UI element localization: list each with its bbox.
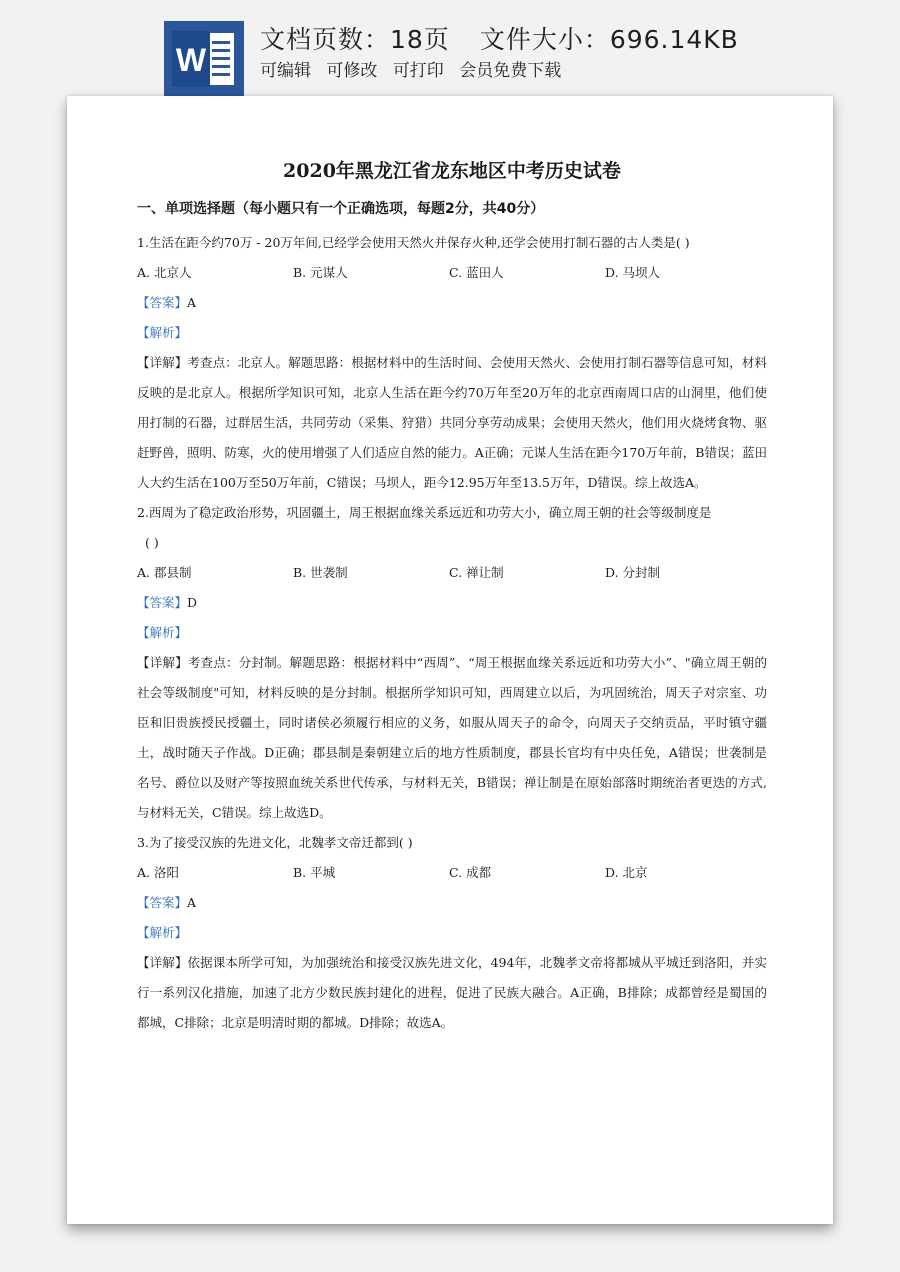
option-b: B. 元谋人 bbox=[293, 265, 348, 280]
analysis-line bbox=[137, 318, 767, 348]
feature-list bbox=[260, 56, 571, 81]
option-a: A. 郡县制 bbox=[137, 565, 192, 580]
question-1 bbox=[137, 228, 767, 498]
detail-text: 考查点：北京人。解题思路：根据材料中的生活时间、会使用天然火、会使用打制石器等信息可知，材料反映的是北京人。根据所学知识可知，北京人生活在距今约70万年至20万年的北京西南周口店的山洞里，他们使用打制的石器，过群居生活，共同劳动（采集、狩猎）共同分享劳动成果；会使用天然火，他们用火烧烤食物、驱赶野兽，照明、防寒，火的使用增强了人们适应自然的能力。A正确；元谋人生活在距今170万年前，B错误；蓝田人大约生活在100万至50万年前，C错误；马坝人，距今12.95万年至13.5万年，D错误。综上故选A。 bbox=[137, 355, 767, 490]
option-a: A. 北京人 bbox=[137, 265, 192, 280]
answer-label: 【答案】 bbox=[137, 295, 188, 310]
feature-member-download[interactable]: 会员免费下载 bbox=[459, 61, 562, 81]
option-d: D. 北京 bbox=[605, 865, 648, 880]
detail-label: 【详解】 bbox=[137, 955, 188, 970]
document-content bbox=[137, 156, 767, 1038]
analysis-line bbox=[137, 918, 767, 948]
option-c: C. 禅让制 bbox=[449, 565, 504, 580]
document-page bbox=[67, 96, 833, 1224]
question-2 bbox=[137, 498, 767, 828]
feature-printable: 可打印 bbox=[392, 61, 444, 81]
word-doc-icon bbox=[164, 21, 244, 97]
question-stem: 3.为了接受汉族的先进文化，北魏孝文帝迁都到( ) bbox=[137, 835, 413, 850]
analysis-label: 【解析】 bbox=[137, 625, 188, 640]
document-title: 2020年黑龙江省龙东地区中考历史试卷 bbox=[283, 160, 621, 182]
analysis-line bbox=[137, 618, 767, 648]
detail-text: 考查点：分封制。解题思路：根据材料中“西周”、“周王根据血缘关系远近和功劳大小”、"确立周王朝的社会等级制度"可知，材料反映的是分封制。根据所学知识可知，西周建立以后，为巩固统治，周天子对宗室、功臣和旧贵族授民授疆土，同时诸侯必须履行相应的义务，如服从周天子的命令，向周天子交纳贡品，平时镇守疆土，战时随天子作战。D正确；郡县制是秦朝建立后的地方性质制度，郡县长官均有中央任免，A错误；世袭制是名号、爵位以及财产等按照血统关系世代传承，与材料无关，B错误；禅让制是在原始部落时期统治者更迭的方式,与材料无关，C错误。综上故选D。 bbox=[137, 655, 767, 820]
page-count: 文档页数：18页 bbox=[260, 25, 450, 54]
section-heading: 一、单项选择题（每小题只有一个正确选项，每题2分，共40分） bbox=[137, 201, 545, 217]
question-stem: 1.生活在距今约70万 - 20万年间,已经学会使用天然火并保存火种,还学会使用打制石器的古人类是( ) bbox=[137, 235, 690, 250]
question-options bbox=[137, 858, 767, 888]
question-stem: 2.西周为了稳定政治形势，巩固疆土，周王根据血缘关系远近和功劳大小，确立周王朝的社会等级制度是 bbox=[137, 505, 712, 520]
detail-text: 依据课本所学可知，为加强统治和接受汉族先进文化，494年，北魏孝文帝将都城从平城迁到洛阳，并实行一系列汉化措施，加速了北方少数民族封建化的进程，促进了民族大融合。A正确，B排除；成都曾经是蜀国的都城，C排除；北京是明清时期的都城。D排除；故选A。 bbox=[137, 955, 767, 1030]
svg-text:W: W bbox=[175, 42, 207, 78]
option-c: C. 成都 bbox=[449, 865, 492, 880]
question-options bbox=[137, 558, 767, 588]
option-d: D. 分封制 bbox=[605, 565, 661, 580]
feature-editable: 可编辑 bbox=[260, 61, 311, 81]
download-banner bbox=[0, 0, 900, 96]
detail-paragraph bbox=[137, 348, 767, 498]
option-b: B. 平城 bbox=[293, 865, 336, 880]
answer-label: 【答案】 bbox=[137, 595, 188, 610]
detail-paragraph bbox=[137, 648, 767, 828]
answer-label: 【答案】 bbox=[137, 895, 188, 910]
answer-value: D bbox=[187, 595, 198, 610]
option-a: A. 洛阳 bbox=[137, 865, 179, 880]
answer-value: A bbox=[187, 295, 197, 310]
question-options bbox=[137, 258, 767, 288]
detail-paragraph bbox=[137, 948, 767, 1038]
option-d: D. 马坝人 bbox=[605, 265, 661, 280]
question-stem-continuation: ( ) bbox=[145, 535, 159, 550]
analysis-label: 【解析】 bbox=[137, 925, 188, 940]
document-meta bbox=[260, 20, 739, 56]
detail-label: 【详解】 bbox=[137, 355, 188, 370]
option-c: C. 蓝田人 bbox=[449, 265, 504, 280]
question-3 bbox=[137, 828, 767, 1038]
detail-label: 【详解】 bbox=[137, 655, 188, 670]
file-size: 文件大小：696.14KB bbox=[479, 25, 739, 54]
answer-value: A bbox=[187, 895, 197, 910]
answer-line bbox=[137, 288, 767, 318]
feature-modifiable: 可修改 bbox=[326, 61, 378, 81]
option-b: B. 世袭制 bbox=[293, 565, 348, 580]
answer-line bbox=[137, 888, 767, 918]
analysis-label: 【解析】 bbox=[137, 325, 188, 340]
answer-line bbox=[137, 588, 767, 618]
